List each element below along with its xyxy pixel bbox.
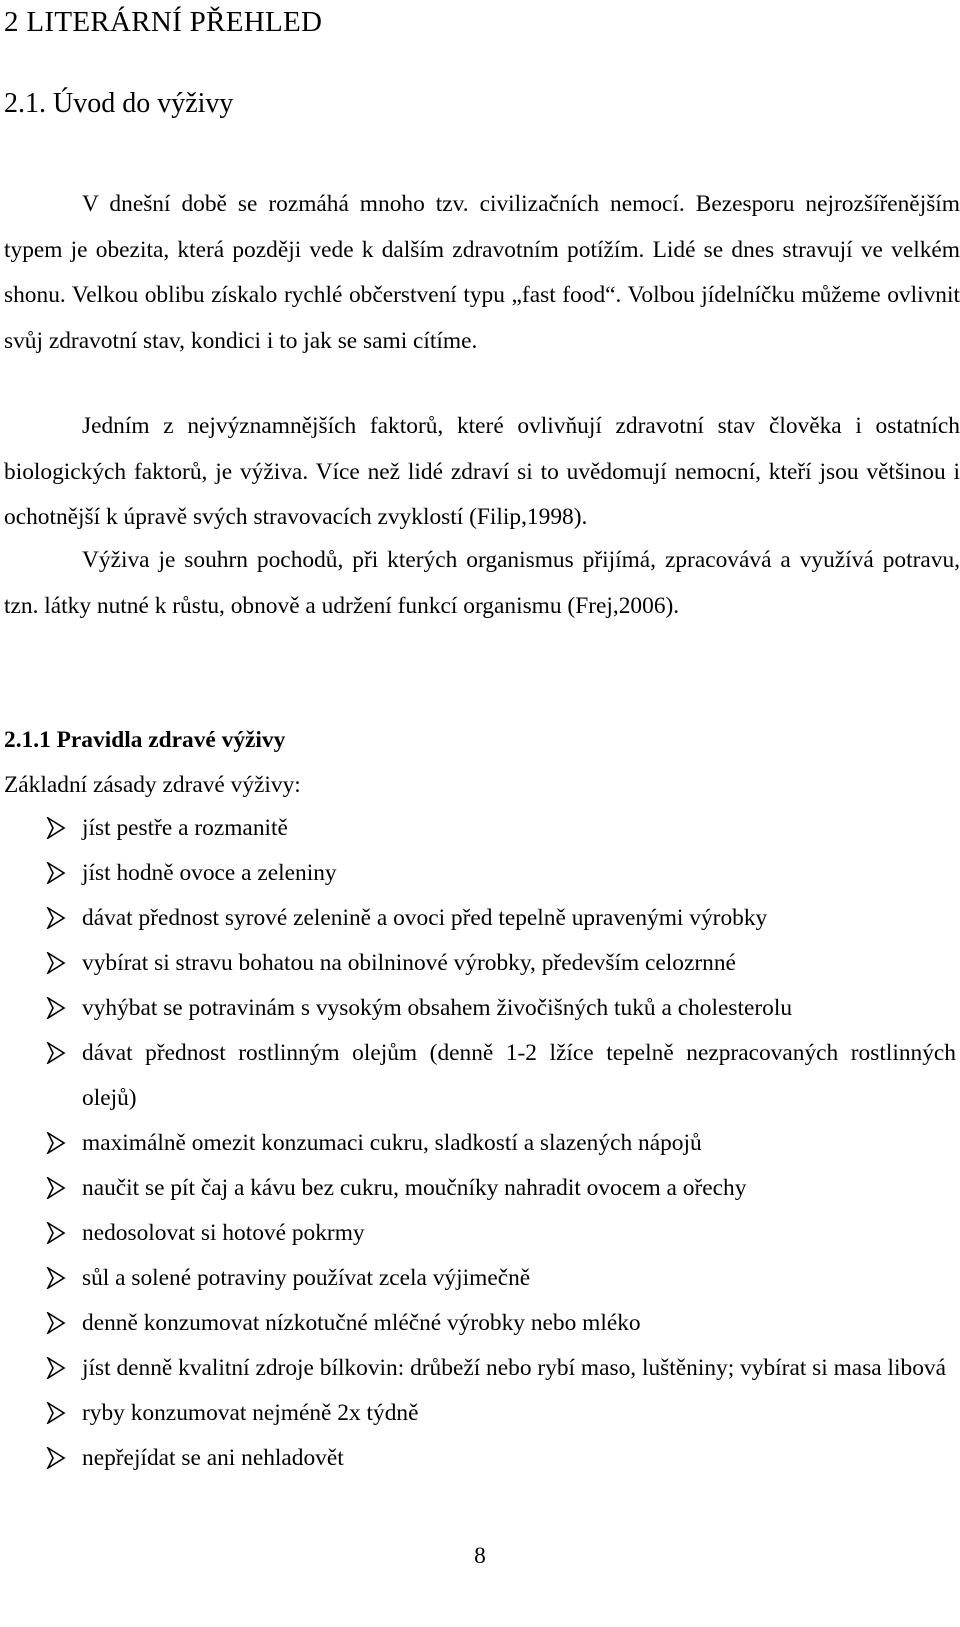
arrowhead-bullet-icon	[46, 986, 68, 1031]
arrowhead-bullet-icon	[46, 1031, 68, 1076]
list-item-text: nedosolovat si hotové pokrmy	[82, 1220, 365, 1246]
list-item-text: sůl a solené potraviny používat zcela výjimečně	[82, 1265, 531, 1291]
paragraph: V dnešní době se rozmáhá mnoho tzv. civilizačních nemocí. Bezesporu nejrozšířenějším typem je obezita, která později vede k dalším zdravotním potížím. Lidé se dnes stravují ve velkém shonu. Velkou oblibu získalo rychlé občerstvení typu „fast food“. Volbou jídelníčku můžeme ovlivnit svůj zdravotní stav, kondici i to jak se sami cítíme.	[4, 191, 960, 354]
chapter-heading: 2 LITERÁRNÍ PŘEHLED	[4, 6, 323, 38]
arrowhead-bullet-icon	[46, 1391, 68, 1436]
list-item	[0, 1031, 960, 1121]
list-item	[0, 1346, 960, 1391]
list-item-text: vyhýbat se potravinám s vysokým obsahem živočišných tuků a cholesterolu	[82, 995, 793, 1021]
subsection-heading: 2.1.1 Pravidla zdravé výživy	[4, 727, 286, 753]
list-item-text: vybírat si stravu bohatou na obilninové výrobky, především celozrnné	[82, 950, 736, 976]
arrowhead-bullet-icon	[46, 1436, 68, 1481]
page-number: 8	[474, 1543, 486, 1569]
list-item	[0, 941, 960, 986]
arrowhead-bullet-icon	[46, 851, 68, 896]
list-item-text: jíst hodně ovoce a zeleniny	[82, 860, 337, 886]
list-item	[0, 806, 960, 851]
list-item	[0, 896, 960, 941]
arrowhead-bullet-icon	[46, 1211, 68, 1256]
rules-intro: Základní zásady zdravé výživy:	[4, 772, 301, 798]
list-item	[0, 986, 960, 1031]
list-item-text: maximálně omezit konzumaci cukru, sladkostí a slazených nápojů	[82, 1130, 702, 1156]
list-item-text: dávat přednost syrové zelenině a ovoci před tepelně upravenými výrobky	[82, 905, 768, 931]
arrowhead-bullet-icon	[46, 1121, 68, 1166]
arrowhead-bullet-icon	[46, 1301, 68, 1346]
list-item	[0, 1121, 960, 1166]
list-item	[0, 851, 960, 896]
list-item	[0, 1166, 960, 1211]
list-item-text: nepřejídat se ani nehladovět	[82, 1445, 344, 1471]
arrowhead-bullet-icon	[46, 806, 68, 851]
paragraph: Výživa je souhrn pochodů, při kterých organismus přijímá, zpracovává a využívá potravu, tzn. látky nutné k růstu, obnově a udržení funkcí organismu (Frej,2006).	[4, 547, 960, 619]
list-item-text: jíst denně kvalitní zdroje bílkovin: drůbeží nebo rybí maso, luštěniny; vybírat si masa libová	[82, 1355, 946, 1381]
paragraph: Jedním z nejvýznamnějších faktorů, které ovlivňují zdravotní stav člověka i ostatních biologických faktorů, je výživa. Více než lidé zdraví si to uvědomují nemocní, kteří jsou většinou i ochotnější k úpravě svých stravovacích zvyklostí (Filip,1998).	[4, 413, 960, 530]
arrowhead-bullet-icon	[46, 1166, 68, 1211]
list-item	[0, 1256, 960, 1301]
arrowhead-bullet-icon	[46, 1346, 68, 1391]
section-heading: 2.1. Úvod do výživy	[4, 88, 234, 119]
list-item	[0, 1391, 960, 1436]
list-item	[0, 1211, 960, 1256]
list-item	[0, 1301, 960, 1346]
list-item-text: naučit se pít čaj a kávu bez cukru, moučníky nahradit ovocem a ořechy	[82, 1175, 747, 1201]
arrowhead-bullet-icon	[46, 941, 68, 986]
list-item	[0, 1436, 960, 1481]
rules-list	[0, 806, 960, 1481]
arrowhead-bullet-icon	[46, 896, 68, 941]
list-item-text: ryby konzumovat nejméně 2x týdně	[82, 1400, 419, 1426]
arrowhead-bullet-icon	[46, 1256, 68, 1301]
list-item-text: jíst pestře a rozmanitě	[82, 815, 288, 841]
list-item-text: dávat přednost rostlinným olejům (denně 1-2 lžíce tepelně nezpracovaných rostlinných olejů)	[82, 1040, 956, 1111]
list-item-text: denně konzumovat nízkotučné mléčné výrobky nebo mléko	[82, 1310, 641, 1336]
